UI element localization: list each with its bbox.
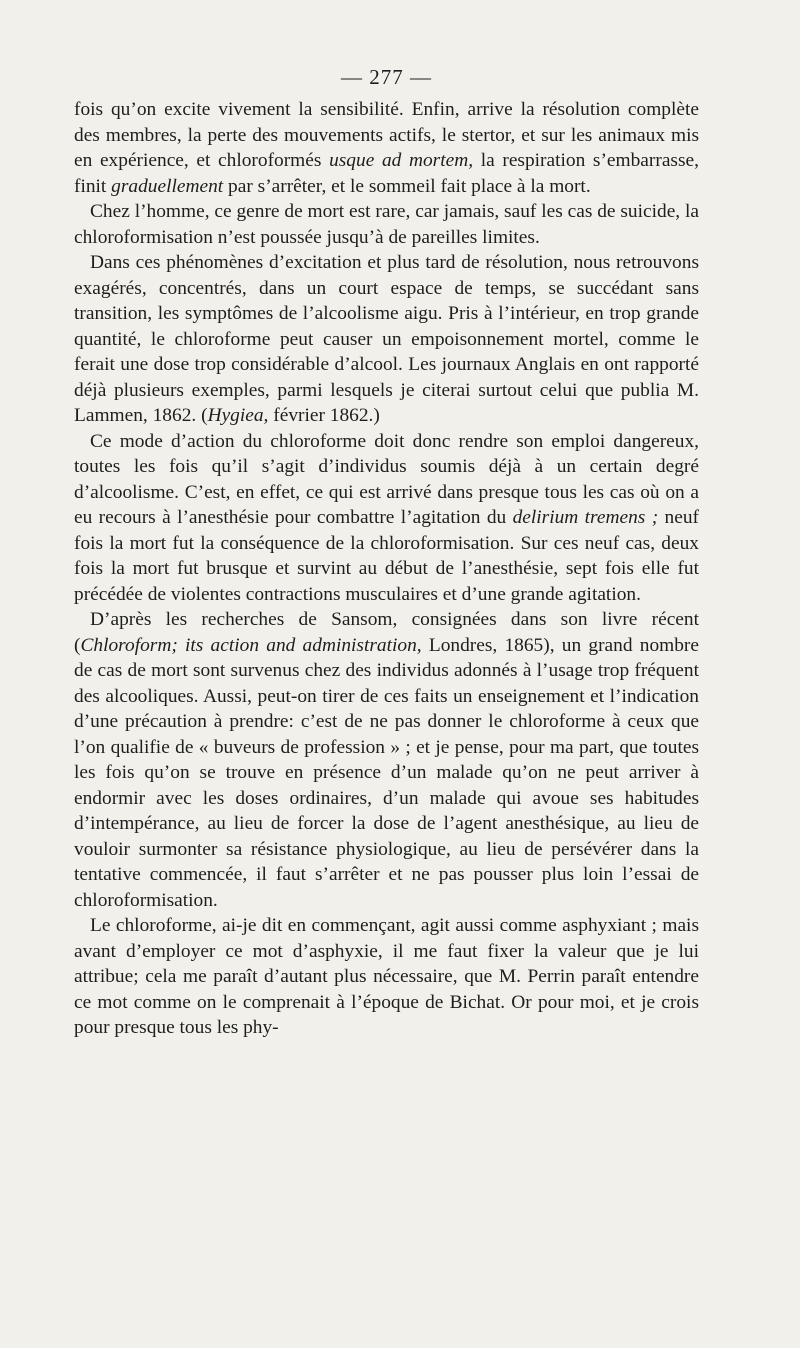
paragraph — [74, 250, 699, 429]
text-run: Londres, 1865), un grand nombre de cas de mort sont survenus chez des individus adonnés à l’usage trop fréquent des alcooliques. Aussi, peut-on tirer de ces faits un enseignement et l’indication d’une précaution à prendre: c’est de ne pas donner le chloroforme à ceux que l’on qualifie de « buveurs de profession » ; et je pense, pour ma part, que toutes les fois qu’on se trouve en présence d’un malade qu’on ne peut arriver à endormir avec les doses ordinaires, d’un malade qui avoue ses habitudes d’intempérance, au lieu de forcer la dose de l’agent anesthésique, au lieu de vouloir surmonter sa résistance physiologique, au lieu de persévérer dans la tentative commencée, il faut s’arrêter et ne pas pousser plus loin l’essai de chloroformisation. — [74, 634, 699, 911]
paragraph — [74, 199, 699, 250]
italic-text: usque ad mortem, — [329, 150, 474, 171]
paragraph — [74, 429, 699, 608]
italic-text: delirium tremens ; — [512, 507, 659, 528]
text-run: Chez l’homme, ce genre de mort est rare, car jamais, sauf les cas de suicide, la chloroformisation n’est poussée jusqu’à de pareilles limites. — [74, 201, 699, 248]
italic-text: Chloroform; its action and administration, — [80, 634, 422, 656]
text-run: par s’arrêter, et le sommeil fait place à la mort. — [223, 175, 591, 197]
text-run: Dans ces phénomènes d’excitation et plus tard de résolution, nous retrouvons exagérés, concentrés, dans un court espace de temps, se succédant sans transition, les symptômes de l’alcoolisme aigu. Pris à l’intérieur, en trop grande quantité, le chloroforme peut causer un empoisonnement mortel, comme le ferait une dose trop considérable d’alcool. Les journaux Anglais en ont rapporté déjà plusieurs exemples, parmi lesquels je citerai surtout celui que publia M. Lammen, 1862. ( — [74, 252, 699, 426]
italic-text: graduellement — [111, 175, 224, 197]
document-page — [74, 64, 699, 1284]
italic-text: Hygiea, — [207, 405, 269, 426]
text-run: la respiration s’embarrasse, finit — [74, 150, 699, 197]
text-run: neuf fois la mort fut la conséquence de la chloroformisation. Sur ces neuf cas, deux fois la mort fut brusque et survint au début de l’anesthésie, sept fois elle fut précédée de violentes contractions musculaires et d’une grande agitation. — [74, 507, 699, 605]
text-run: fois qu’on excite vivement la sensibilité. Enfin, arrive la résolution complète des membres, la perte des mouvements actifs, le stertor, et sur les animaux mis en expérience, et chloroformés — [74, 99, 699, 171]
text-run: Le chloroforme, ai-je dit en commençant, agit aussi comme asphyxiant ; mais avant d’employer ce mot d’asphyxie, il me faut fixer la valeur que je lui attribue; cela me paraît d’autant plus nécessaire, que M. Perrin paraît entendre ce mot comme on le comprenait à l’époque de Bichat. Or pour moi, et je crois pour presque tous les phy- — [74, 915, 699, 1038]
paragraph — [74, 913, 699, 1041]
text-run: février 1862.) — [268, 405, 380, 426]
paragraph — [74, 97, 699, 199]
body-text — [74, 97, 699, 1041]
text-run: Ce mode d’action du chloroforme doit donc rendre son emploi dangereux, toutes les fois qu’il s’agit d’individus soumis déjà à un certain degré d’alcoolisme. C’est, en effet, ce qui est arrivé dans presque tous les cas où on a eu recours à l’anesthésie pour combattre l’agitation du — [74, 430, 699, 528]
text-run: D’après les recherches de Sansom, consignées dans son livre récent ( — [74, 609, 699, 656]
paragraph — [74, 607, 699, 913]
page-number: — 277 — — [341, 65, 432, 89]
